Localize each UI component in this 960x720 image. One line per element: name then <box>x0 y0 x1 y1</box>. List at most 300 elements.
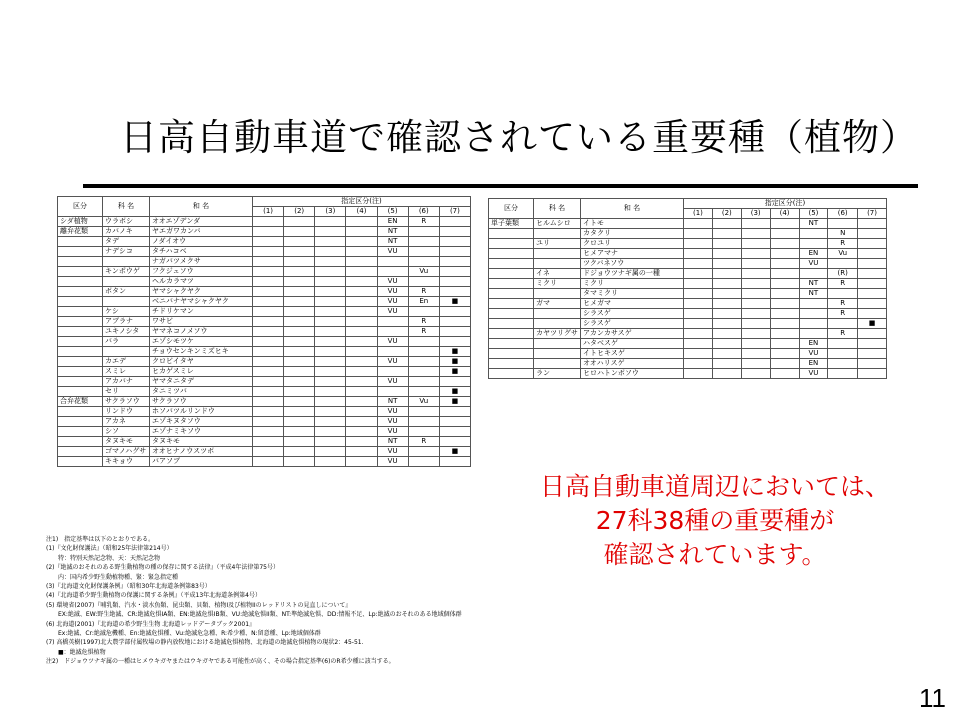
criteria-cell: ■ <box>439 397 470 407</box>
criteria-cell <box>315 407 346 417</box>
criteria-cell <box>439 327 470 337</box>
criteria-cell <box>408 387 439 397</box>
criteria-cell <box>712 359 741 369</box>
table-row <box>489 309 887 319</box>
note-line: 注2) ドジョウツナギ属の一種はヒメウキガヤまたはウキガヤである可能性が高く、その場合指定基準(6)のR希少種に該当する。 <box>46 658 395 666</box>
criteria-cell <box>712 289 741 299</box>
kubun-cell: 離弁花類 <box>58 227 103 237</box>
criteria-cell <box>377 267 408 277</box>
species-cell: ヘルカラマツ <box>150 277 253 287</box>
header-cell: (2) <box>712 209 741 219</box>
criteria-cell <box>408 407 439 417</box>
note-line: Ex:絶滅、Cr:絶滅危機種、En:絶滅危惧種、Vu:絶滅危急種、R:希少種、N:留意種、Lp:地域個体群 <box>46 630 321 638</box>
criteria-cell <box>346 227 377 237</box>
kubun-cell <box>489 319 534 329</box>
table-row <box>58 447 471 457</box>
criteria-cell <box>408 247 439 257</box>
kubun-cell <box>489 269 534 279</box>
criteria-cell <box>439 377 470 387</box>
family-cell: スミレ <box>103 367 150 377</box>
criteria-cell <box>858 299 887 309</box>
criteria-cell <box>741 289 770 299</box>
criteria-cell <box>346 297 377 307</box>
criteria-cell: VU <box>799 259 828 269</box>
species-table-left <box>57 196 471 467</box>
criteria-cell <box>346 337 377 347</box>
kubun-cell <box>58 437 103 447</box>
criteria-cell <box>346 267 377 277</box>
table-row <box>58 427 471 437</box>
criteria-cell <box>684 249 713 259</box>
header-cell: (3) <box>741 209 770 219</box>
criteria-cell <box>253 297 284 307</box>
summary-line: 確認されています。 <box>603 540 827 569</box>
table-row <box>58 377 471 387</box>
note-line: (6) 北海道(2001)『北海道の希少野生生物 北海道レッドデータブック2001』 <box>46 620 256 628</box>
criteria-cell <box>315 417 346 427</box>
species-cell: タチハコベ <box>150 247 253 257</box>
kubun-cell <box>489 239 534 249</box>
criteria-cell: (R) <box>828 269 858 279</box>
criteria-cell <box>858 219 887 229</box>
kubun-cell <box>58 247 103 257</box>
criteria-cell <box>253 267 284 277</box>
criteria-cell <box>439 287 470 297</box>
kubun-cell <box>58 257 103 267</box>
family-cell <box>534 249 581 259</box>
criteria-cell <box>684 289 713 299</box>
criteria-cell <box>315 447 346 457</box>
criteria-cell <box>346 307 377 317</box>
criteria-cell <box>770 259 799 269</box>
criteria-cell: R <box>408 217 439 227</box>
family-cell: カバノキ <box>103 227 150 237</box>
criteria-cell <box>770 369 799 379</box>
criteria-cell <box>712 349 741 359</box>
criteria-cell <box>253 367 284 377</box>
summary-message <box>500 470 930 572</box>
kubun-cell <box>58 377 103 387</box>
criteria-cell <box>770 219 799 229</box>
criteria-cell <box>315 347 346 357</box>
criteria-cell <box>741 309 770 319</box>
criteria-cell: EN <box>377 217 408 227</box>
criteria-cell: VU <box>377 297 408 307</box>
criteria-cell <box>346 237 377 247</box>
slide-title: 日高自動車道で確認されている重要種（植物） <box>120 116 918 159</box>
family-cell: ゴマノハグサ <box>103 447 150 457</box>
family-cell <box>103 277 150 287</box>
criteria-cell <box>741 219 770 229</box>
page-number: 11 <box>919 683 946 713</box>
criteria-cell <box>741 249 770 259</box>
criteria-cell <box>799 319 828 329</box>
header-cell: (6) <box>828 209 858 219</box>
species-cell: タマミクリ <box>581 289 684 299</box>
table-row <box>58 217 471 227</box>
criteria-cell <box>253 247 284 257</box>
criteria-cell <box>284 367 315 377</box>
species-cell: ミクリ <box>581 279 684 289</box>
criteria-cell: R <box>408 437 439 447</box>
criteria-cell: VU <box>377 337 408 347</box>
criteria-cell <box>439 217 470 227</box>
family-cell: ヒルムシロ <box>534 219 581 229</box>
kubun-cell <box>58 457 103 467</box>
criteria-cell <box>858 369 887 379</box>
criteria-cell <box>799 269 828 279</box>
kubun-cell <box>489 259 534 269</box>
criteria-cell: EN <box>799 249 828 259</box>
kubun-cell <box>489 299 534 309</box>
criteria-cell <box>253 217 284 227</box>
criteria-cell <box>439 337 470 347</box>
species-table-right <box>488 198 887 379</box>
kubun-cell <box>58 367 103 377</box>
table-row <box>58 257 471 267</box>
criteria-cell <box>284 277 315 287</box>
criteria-cell <box>253 337 284 347</box>
criteria-cell <box>408 237 439 247</box>
criteria-cell <box>684 319 713 329</box>
note-line: (4)『北海道希少野生動植物の保護に関する条例』（平成13年北海道条例第4号） <box>46 592 261 600</box>
criteria-cell <box>253 397 284 407</box>
note-line: 注1) 指定基準は以下のとおりである。 <box>46 536 155 543</box>
species-cell: オオヒナノウスツボ <box>150 447 253 457</box>
family-cell: ユキノシタ <box>103 327 150 337</box>
criteria-cell <box>346 377 377 387</box>
kubun-cell <box>58 277 103 287</box>
family-cell <box>103 257 150 267</box>
criteria-cell <box>253 347 284 357</box>
criteria-cell: ■ <box>439 387 470 397</box>
criteria-cell: ■ <box>439 347 470 357</box>
header-row <box>489 199 887 209</box>
criteria-cell <box>408 357 439 367</box>
criteria-cell <box>253 307 284 317</box>
criteria-cell <box>315 457 346 467</box>
criteria-cell <box>253 277 284 287</box>
kubun-cell <box>489 249 534 259</box>
kubun-cell <box>58 387 103 397</box>
criteria-cell: ■ <box>858 319 887 329</box>
criteria-cell: VU <box>377 377 408 387</box>
table-row <box>58 347 471 357</box>
summary-line: 27科38種の重要種が <box>595 506 835 535</box>
table-row <box>58 357 471 367</box>
criteria-cell <box>799 329 828 339</box>
criteria-cell <box>684 269 713 279</box>
criteria-cell <box>315 337 346 347</box>
family-cell: カエデ <box>103 357 150 367</box>
criteria-cell <box>439 457 470 467</box>
criteria-cell <box>284 347 315 357</box>
criteria-cell: VU <box>377 307 408 317</box>
criteria-cell <box>408 347 439 357</box>
family-cell: イネ <box>534 269 581 279</box>
kubun-cell <box>489 329 534 339</box>
criteria-cell <box>770 249 799 259</box>
criteria-cell <box>741 319 770 329</box>
criteria-cell <box>684 359 713 369</box>
kubun-cell <box>58 307 103 317</box>
criteria-cell <box>346 287 377 297</box>
kubun-cell <box>489 279 534 289</box>
criteria-cell <box>253 427 284 437</box>
family-cell: アブラナ <box>103 317 150 327</box>
family-cell: シソ <box>103 427 150 437</box>
criteria-cell: Vu <box>408 267 439 277</box>
criteria-cell <box>439 407 470 417</box>
criteria-cell <box>408 227 439 237</box>
criteria-cell: NT <box>377 437 408 447</box>
criteria-cell <box>858 269 887 279</box>
criteria-cell: R <box>828 309 858 319</box>
criteria-cell <box>315 327 346 337</box>
criteria-cell <box>377 257 408 267</box>
criteria-cell <box>346 447 377 457</box>
family-cell: キキョウ <box>103 457 150 467</box>
criteria-cell <box>439 277 470 287</box>
header-cell: (1) <box>684 209 713 219</box>
criteria-cell <box>346 327 377 337</box>
criteria-cell: VU <box>377 447 408 457</box>
kubun-cell <box>58 427 103 437</box>
criteria-cell: EN <box>799 359 828 369</box>
criteria-cell <box>712 229 741 239</box>
table-row <box>58 227 471 237</box>
species-cell: ツクバネソウ <box>581 259 684 269</box>
note-line: 特：特別天然記念物、天：天然記念物 <box>46 554 161 562</box>
criteria-cell <box>439 427 470 437</box>
criteria-cell <box>346 347 377 357</box>
kubun-cell <box>489 369 534 379</box>
criteria-cell <box>439 307 470 317</box>
criteria-cell: ■ <box>439 447 470 457</box>
family-cell: セリ <box>103 387 150 397</box>
note-line: 内：国内希少野生動植物種、緊：緊急指定種 <box>46 573 179 581</box>
species-cell: アカンカサスゲ <box>581 329 684 339</box>
kubun-cell <box>58 317 103 327</box>
family-cell <box>534 319 581 329</box>
table-row <box>489 349 887 359</box>
header-cell: (3) <box>315 207 346 217</box>
criteria-cell: Vu <box>408 397 439 407</box>
criteria-cell <box>799 229 828 239</box>
family-cell: タヌキモ <box>103 437 150 447</box>
table-row <box>58 297 471 307</box>
criteria-cell <box>284 267 315 277</box>
kubun-cell: 合弁花類 <box>58 397 103 407</box>
kubun-cell <box>58 357 103 367</box>
criteria-cell <box>439 247 470 257</box>
criteria-cell <box>799 299 828 309</box>
table-row <box>58 397 471 407</box>
header-cell: (5) <box>377 207 408 217</box>
criteria-cell <box>712 239 741 249</box>
criteria-cell <box>284 287 315 297</box>
criteria-cell <box>408 377 439 387</box>
criteria-cell <box>315 267 346 277</box>
criteria-cell <box>684 309 713 319</box>
kubun-cell <box>58 417 103 427</box>
header-cell: 指定区分(注) <box>684 199 887 209</box>
criteria-cell <box>253 437 284 447</box>
criteria-cell <box>858 279 887 289</box>
table-row <box>489 359 887 369</box>
criteria-cell <box>439 437 470 447</box>
criteria-cell <box>284 327 315 337</box>
table-row <box>489 279 887 289</box>
criteria-cell <box>439 317 470 327</box>
note-line: EX:絶滅、EW:野生絶滅、CR:絶滅危惧IA類、EN:絶滅危惧IB類、VU:絶滅危惧II類、NT:準絶滅危惧、DD:情報不足、Lp:絶滅のおそれのある地域個体群 <box>46 611 462 619</box>
family-cell <box>534 229 581 239</box>
criteria-cell <box>858 259 887 269</box>
criteria-cell <box>284 297 315 307</box>
criteria-cell <box>828 219 858 229</box>
header-cell: (2) <box>284 207 315 217</box>
criteria-cell <box>253 237 284 247</box>
criteria-cell <box>799 309 828 319</box>
family-cell: バラ <box>103 337 150 347</box>
criteria-cell <box>858 339 887 349</box>
title-underline <box>83 184 918 188</box>
criteria-cell <box>346 387 377 397</box>
table-row <box>489 269 887 279</box>
criteria-cell <box>828 349 858 359</box>
criteria-cell <box>712 249 741 259</box>
header-cell: 指定区分(注) <box>253 197 471 207</box>
header-cell: (5) <box>799 209 828 219</box>
table-row <box>58 307 471 317</box>
criteria-cell <box>684 329 713 339</box>
family-cell <box>534 339 581 349</box>
criteria-cell <box>284 457 315 467</box>
family-cell: リンドウ <box>103 407 150 417</box>
family-cell: ウラボシ <box>103 217 150 227</box>
criteria-cell <box>741 299 770 309</box>
criteria-cell <box>377 317 408 327</box>
species-cell: チドリケマン <box>150 307 253 317</box>
criteria-cell <box>684 229 713 239</box>
criteria-cell <box>741 369 770 379</box>
criteria-cell <box>858 349 887 359</box>
species-cell: ベニバナヤマシャクヤク <box>150 297 253 307</box>
header-cell: (6) <box>408 207 439 217</box>
criteria-cell <box>408 337 439 347</box>
kubun-cell <box>489 229 534 239</box>
criteria-cell <box>346 247 377 257</box>
criteria-cell <box>770 309 799 319</box>
family-cell: ナデシコ <box>103 247 150 257</box>
criteria-cell <box>770 349 799 359</box>
criteria-cell <box>828 359 858 369</box>
criteria-cell <box>315 307 346 317</box>
family-cell: ガマ <box>534 299 581 309</box>
criteria-cell <box>315 387 346 397</box>
species-cell: カタクリ <box>581 229 684 239</box>
kubun-cell <box>489 349 534 359</box>
header-cell: 区分 <box>58 197 103 217</box>
criteria-cell <box>684 239 713 249</box>
criteria-cell <box>408 307 439 317</box>
criteria-cell <box>284 437 315 447</box>
criteria-cell: R <box>828 329 858 339</box>
table-row <box>489 339 887 349</box>
species-cell: シラスゲ <box>581 319 684 329</box>
criteria-cell: NT <box>377 397 408 407</box>
criteria-cell <box>770 359 799 369</box>
criteria-cell <box>858 329 887 339</box>
species-cell: シラスゲ <box>581 309 684 319</box>
kubun-cell <box>489 339 534 349</box>
criteria-cell <box>408 447 439 457</box>
criteria-cell <box>284 417 315 427</box>
species-cell: エゾキヌタソウ <box>150 417 253 427</box>
species-cell: ヤエガワカンバ <box>150 227 253 237</box>
table-row <box>489 249 887 259</box>
species-cell: ヤマタニタデ <box>150 377 253 387</box>
criteria-cell <box>408 257 439 267</box>
criteria-cell <box>712 329 741 339</box>
table-row <box>58 247 471 257</box>
table-row <box>58 457 471 467</box>
criteria-cell <box>770 269 799 279</box>
criteria-cell <box>858 239 887 249</box>
criteria-cell <box>315 297 346 307</box>
criteria-cell <box>284 427 315 437</box>
family-cell <box>103 347 150 357</box>
criteria-cell <box>684 369 713 379</box>
criteria-cell <box>439 237 470 247</box>
summary-line: 日高自動車道周辺においては、 <box>539 472 890 501</box>
kubun-cell <box>489 309 534 319</box>
criteria-cell <box>858 289 887 299</box>
criteria-cell: NT <box>377 237 408 247</box>
criteria-cell <box>346 277 377 287</box>
criteria-cell <box>315 237 346 247</box>
kubun-cell: シダ植物 <box>58 217 103 227</box>
criteria-cell <box>408 277 439 287</box>
table-row <box>58 407 471 417</box>
criteria-cell <box>377 347 408 357</box>
header-cell: (4) <box>770 209 799 219</box>
criteria-cell: VU <box>799 349 828 359</box>
species-cell: フクジュソウ <box>150 267 253 277</box>
criteria-cell <box>315 247 346 257</box>
criteria-cell <box>315 397 346 407</box>
header-cell: 科 名 <box>103 197 150 217</box>
kubun-cell <box>58 327 103 337</box>
criteria-cell: VU <box>377 407 408 417</box>
criteria-cell: EN <box>799 339 828 349</box>
criteria-cell <box>346 317 377 327</box>
family-cell: キンポウゲ <box>103 267 150 277</box>
species-cell: ホソバツルリンドウ <box>150 407 253 417</box>
criteria-cell <box>408 417 439 427</box>
criteria-cell <box>346 427 377 437</box>
table-row <box>58 367 471 377</box>
kubun-cell: 単子葉類 <box>489 219 534 229</box>
species-cell: クロビイタヤ <box>150 357 253 367</box>
criteria-cell <box>346 257 377 267</box>
criteria-cell <box>770 229 799 239</box>
table-row <box>58 387 471 397</box>
criteria-cell: R <box>408 317 439 327</box>
criteria-cell <box>858 249 887 259</box>
note-line: (2)『絶滅のおそれのある野生動植物の種の保存に関する法律』（平成4年法律第75号） <box>46 564 279 572</box>
table-row <box>489 289 887 299</box>
